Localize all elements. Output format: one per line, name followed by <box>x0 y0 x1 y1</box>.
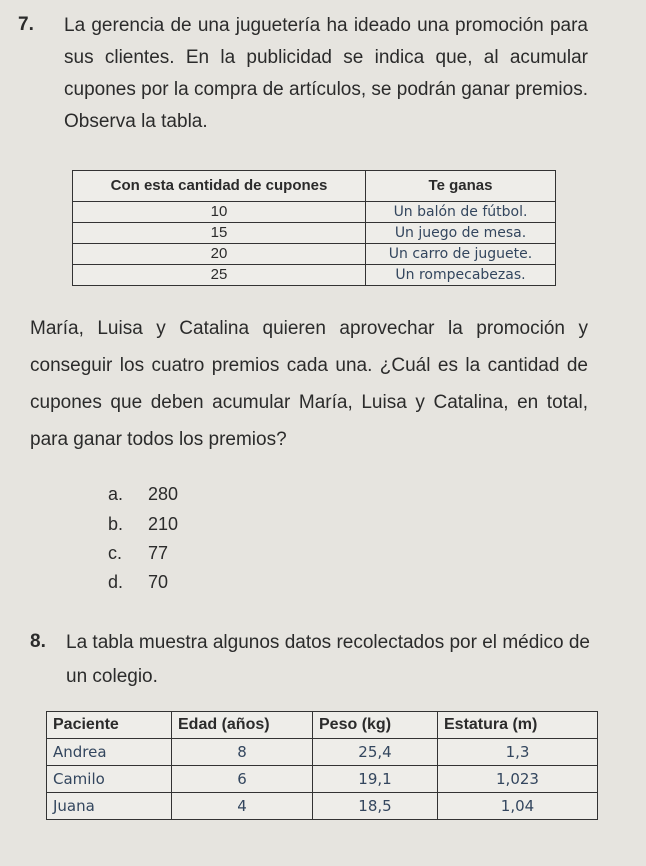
table-row <box>73 223 556 244</box>
table-header-row <box>47 712 598 739</box>
table-row <box>47 793 598 820</box>
coupon-prize-table <box>72 170 556 286</box>
cell-prize: Un carro de juguete. <box>366 244 556 265</box>
header-patient: Paciente <box>47 712 172 739</box>
question-7-text: La gerencia de una juguetería ha ideado una promoción para sus clientes. En la publicidad se indica que, al acumular cupones por la compra de artículos, se podrán ganar premios. Observa la tabla. <box>64 15 588 132</box>
cell-height: 1,023 <box>438 766 598 793</box>
cell-height: 1,3 <box>438 739 598 766</box>
question-8-text: La tabla muestra algunos datos recolectados por el médico de un colegio. <box>66 632 590 687</box>
cell-patient: Juana <box>47 793 172 820</box>
cell-coupons: 10 <box>73 202 366 223</box>
patient-data-table <box>46 711 598 820</box>
option-a[interactable] <box>108 482 178 506</box>
option-label: a. <box>108 484 124 504</box>
table-header-row <box>73 171 556 202</box>
cell-coupons: 20 <box>73 244 366 265</box>
cell-age: 6 <box>172 766 313 793</box>
table-row <box>73 244 556 265</box>
cell-age: 8 <box>172 739 313 766</box>
header-weight: Peso (kg) <box>313 712 438 739</box>
option-value: 280 <box>148 484 179 504</box>
cell-coupons: 15 <box>73 223 366 244</box>
cell-prize: Un balón de fútbol. <box>366 202 556 223</box>
option-value: 77 <box>148 543 169 563</box>
option-c[interactable] <box>108 541 168 565</box>
cell-weight: 19,1 <box>313 766 438 793</box>
cell-prize: Un juego de mesa. <box>366 223 556 244</box>
cell-patient: Camilo <box>47 766 172 793</box>
option-value: 210 <box>148 514 179 534</box>
cell-weight: 18,5 <box>313 793 438 820</box>
option-value: 70 <box>148 572 169 592</box>
question-7-prompt: María, Luisa y Catalina quieren aprovechar la promoción y conseguir los cuatro premios cada una. ¿Cuál es la cantidad de cupones que deben acumular María, Luisa y Catalina, en total, para ganar todos los premios? <box>30 318 588 450</box>
option-b[interactable] <box>108 512 178 536</box>
header-height: Estatura (m) <box>438 712 598 739</box>
cell-height: 1,04 <box>438 793 598 820</box>
table-row <box>73 202 556 223</box>
cell-coupons: 25 <box>73 265 366 286</box>
table-row <box>47 766 598 793</box>
cell-prize: Un rompecabezas. <box>366 265 556 286</box>
cell-patient: Andrea <box>47 739 172 766</box>
table-row <box>47 739 598 766</box>
option-d[interactable] <box>108 570 168 594</box>
option-label: b. <box>108 514 124 534</box>
option-label: d. <box>108 572 124 592</box>
question-8-number: 8. <box>30 631 46 652</box>
option-label: c. <box>108 543 123 563</box>
header-coupons: Con esta cantidad de cupones <box>73 171 366 202</box>
cell-weight: 25,4 <box>313 739 438 766</box>
table-row <box>73 265 556 286</box>
header-prize: Te ganas <box>366 171 556 202</box>
cell-age: 4 <box>172 793 313 820</box>
question-7-number: 7. <box>18 14 34 35</box>
header-age: Edad (años) <box>172 712 313 739</box>
